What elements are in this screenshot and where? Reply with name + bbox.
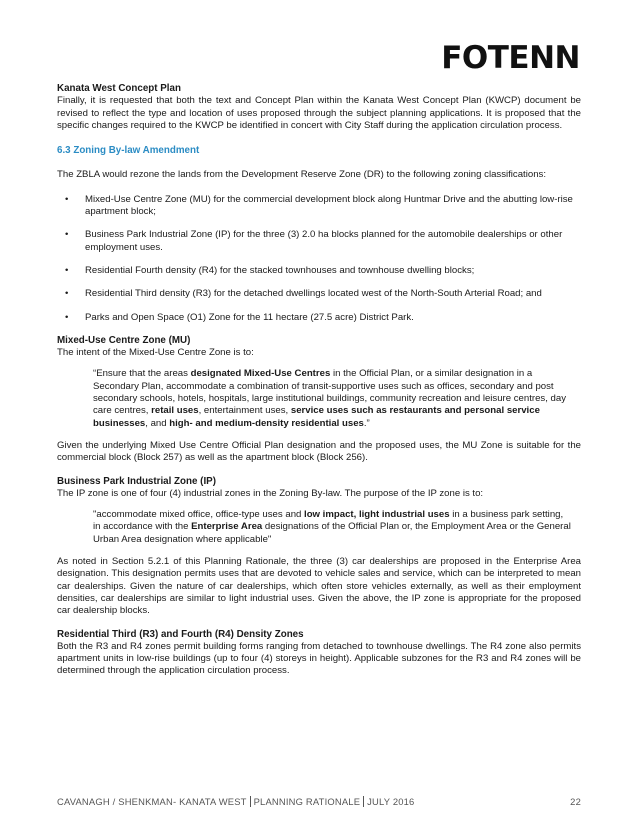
ip-paragraph: As noted in Section 5.2.1 of this Planning Rationale, the three (3) car dealerships are proposed in the Enterprise Area designation. This designation permits uses that are devoted to vehicle sales and service, which can be interpreted to mean car dealerships. Given the nature of car dealerships, which often store vehicles externally, as well as their employment densities, car dealerships are similar to light industrial uses. Given the above, the IP zone is appropriate for the proposed car dealership blocks. — [57, 556, 581, 617]
mu-intro: The intent of the Mixed-Use Centre Zone is to: — [57, 347, 254, 359]
footer-divider — [250, 796, 251, 807]
footer-date: JULY 2016 — [367, 796, 415, 807]
zoning-list — [57, 194, 581, 324]
company-logo: FOTENN — [441, 40, 580, 76]
ip-heading: Business Park Industrial Zone (IP) — [57, 475, 216, 487]
mu-paragraph: Given the underlying Mixed Use Centre Official Plan designation and the proposed uses, the MU Zone is suitable for the commercial block (Block 257) as well as the apartment block (Block 256). — [57, 439, 581, 464]
mu-quote: “Ensure that the areas designated Mixed-Use Centres in the Official Plan, or a similar designation in a Secondary Plan, accommodate a combination of transit-supportive uses such as offices, secondary and post secondary schools, hotels, hospitals, large institutional buildings, community recreation and leisure centres, day care centres, retail uses, entertainment uses, service uses such as restaurants and personal service businesses, and high- and medium-density residential uses.” — [93, 368, 567, 429]
document-body — [57, 83, 581, 678]
page-number: 22 — [570, 796, 581, 807]
list-item: • Parks and Open Space (O1) Zone for the 11 hectare (27.5 acre) District Park. — [65, 311, 414, 323]
zbla-intro: The ZBLA would rezone the lands from the Development Reserve Zone (DR) to the following zoning classifications: — [57, 169, 546, 181]
list-item: • Business Park Industrial Zone (IP) for the three (3) 2.0 ha blocks planned for the automobile dealerships or other employment uses. — [65, 229, 563, 253]
mu-heading: Mixed-Use Centre Zone (MU) — [57, 334, 191, 346]
residential-paragraph: Both the R3 and R4 zones permit building forms ranging from detached to townhouse dwellings. The R4 zone also permits apartment units in low-rise buildings (up to four (4) storeys in height). Applicable subzones for the R3 and R4 zones will be determined through the application circulation process. — [57, 640, 581, 677]
footer-divider — [363, 796, 364, 807]
kwcp-heading: Kanata West Concept Plan — [57, 83, 181, 94]
bullet-icon: • — [65, 193, 69, 205]
footer-doc-title: PLANNING RATIONALE — [253, 796, 361, 807]
list-item: • Mixed-Use Centre Zone (MU) for the commercial development block along Huntmar Drive and the abutting low-rise apartment block; — [65, 193, 573, 218]
kwcp-paragraph: Finally, it is requested that both the text and Concept Plan within the Kanata West Concept Plan (KWCP) document be revised to reflect the type and location of uses proposed through the subject planning applications. It is proposed that the specific changes required to the KWCP be identified in concert with City Staff during the application circulation process. — [57, 95, 581, 131]
bullet-icon: • — [65, 229, 69, 241]
ip-intro: The IP zone is one of four (4) industrial zones in the Zoning By-law. The purpose of the IP zone is to: — [57, 487, 484, 499]
bullet-icon: • — [65, 264, 69, 276]
bullet-icon: • — [65, 311, 69, 323]
residential-heading: Residential Third (R3) and Fourth (R4) Density Zones — [57, 628, 304, 640]
page-footer — [57, 796, 581, 807]
ip-quote: "accommodate mixed office, office-type uses and low impact, light industrial uses in a business park setting, in accordance with the Enterprise Area designations of the Official Plan or, the Employment Area or the General Urban Area designation where applicable" — [93, 509, 571, 545]
list-item: • Residential Fourth density (R4) for the stacked townhouses and townhouse dwelling blocks; — [65, 264, 475, 276]
footer-project: CAVANAGH / SHENKMAN- KANATA WEST — [57, 796, 247, 807]
bullet-icon: • — [65, 288, 69, 300]
zbla-heading: 6.3 Zoning By-law Amendment — [57, 145, 200, 157]
list-item: • Residential Third density (R3) for the detached dwellings located west of the North-South Arterial Road; and — [65, 288, 542, 300]
